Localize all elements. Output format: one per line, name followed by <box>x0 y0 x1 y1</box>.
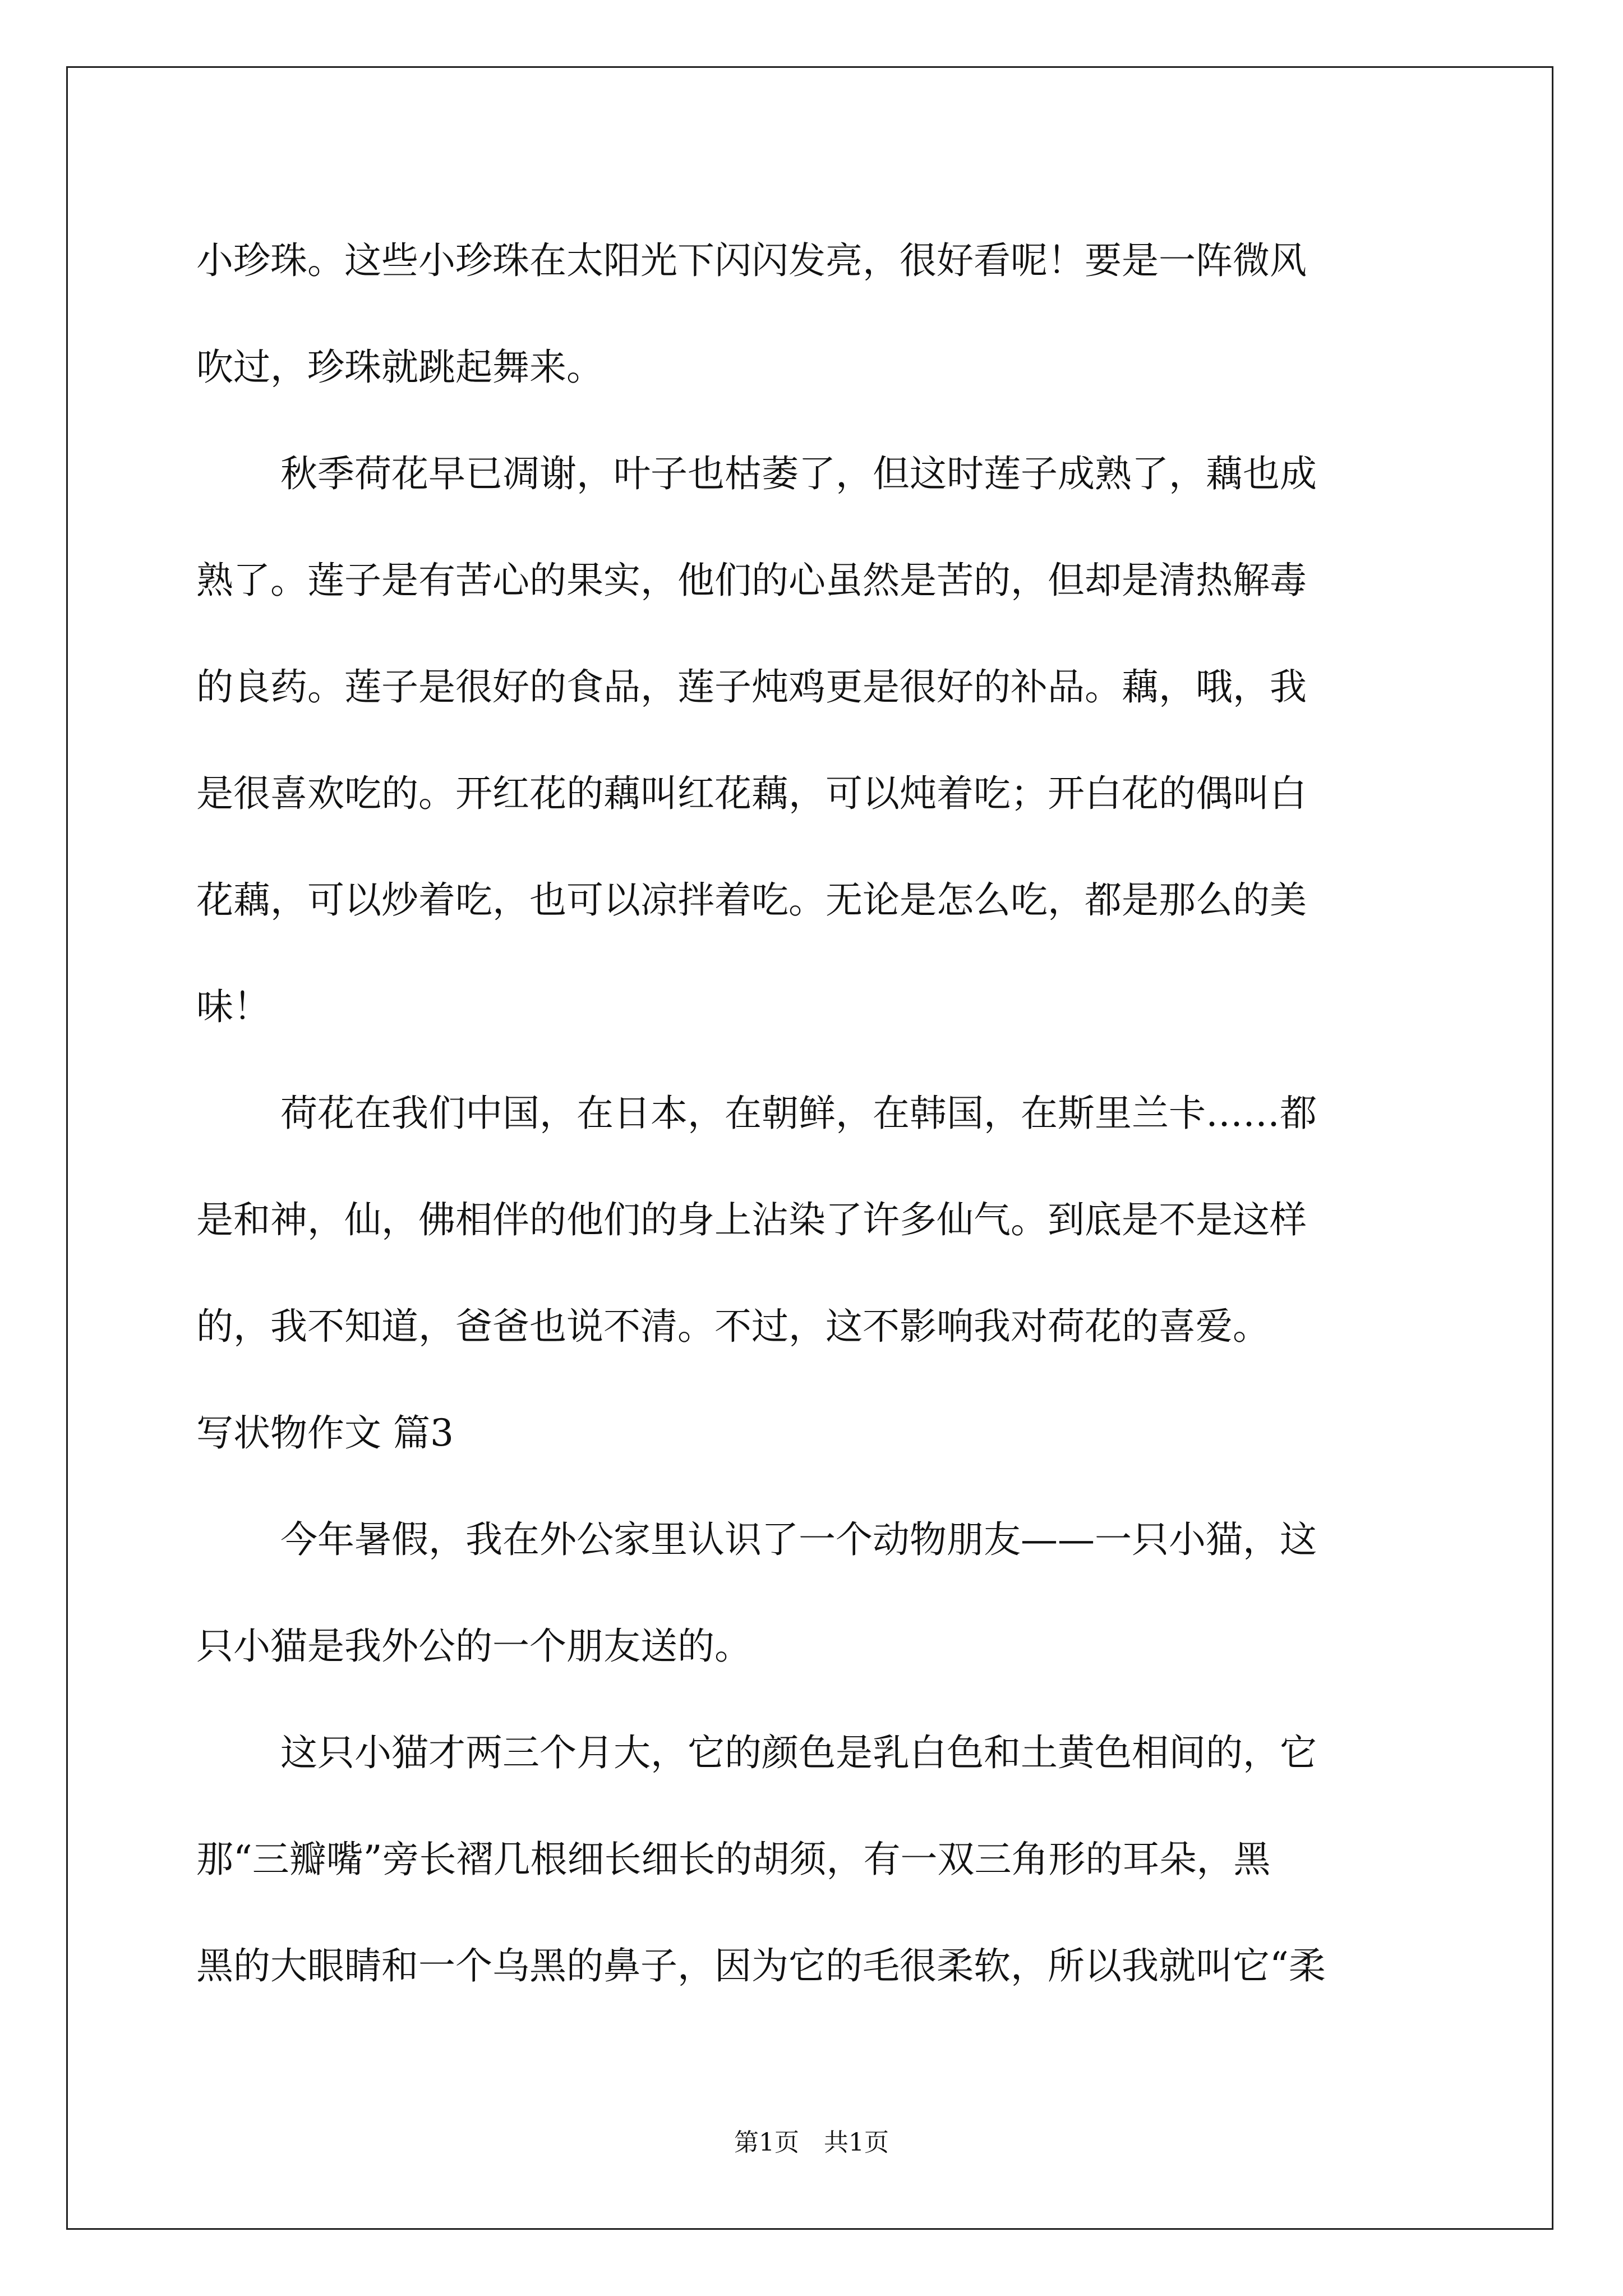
section-heading: 写状物作文 篇3 <box>196 1411 454 1455</box>
text-line-8: 味！ <box>196 985 270 1028</box>
document-body <box>196 208 1430 2019</box>
page-footer: 第1页 共1页 <box>734 2128 889 2157</box>
text-line-4: 熟了。莲子是有苦心的果实，他们的心虽然是苦的，但却是清热解毒 <box>196 559 1307 602</box>
text-line-9: 荷花在我们中国，在日本，在朝鲜，在韩国，在斯里兰卡……都 <box>280 1092 1317 1135</box>
text-line-2: 吹过，珍珠就跳起舞来。 <box>196 346 603 389</box>
text-line-3: 秋季荷花早已凋谢，叶子也枯萎了，但这时莲子成熟了，藕也成 <box>280 452 1317 495</box>
text-line-1: 小珍珠。这些小珍珠在太阳光下闪闪发亮，很好看呢！要是一阵微风 <box>196 239 1307 282</box>
text-line-7: 花藕，可以炒着吃，也可以凉拌着吃。无论是怎么吃，都是那么的美 <box>196 878 1307 922</box>
text-line-15: 这只小猫才两三个月大，它的颜色是乳白色和土黄色相间的，它 <box>280 1731 1317 1774</box>
text-line-11: 的，我不知道，爸爸也说不清。不过，这不影响我对荷花的喜爱。 <box>196 1305 1270 1348</box>
text-line-6: 是很喜欢吃的。开红花的藕叫红花藕，可以炖着吃；开白花的偶叫白 <box>196 772 1307 815</box>
text-line-16: 那“三瓣嘴”旁长褶几根细长细长的胡须，有一双三角形的耳朵，黑 <box>196 1838 1271 1881</box>
text-line-10: 是和神，仙，佛相伴的他们的身上沾染了许多仙气。到底是不是这样 <box>196 1198 1307 1241</box>
text-line-13: 今年暑假，我在外公家里认识了一个动物朋友——一只小猫，这 <box>280 1518 1317 1561</box>
text-line-14: 只小猫是我外公的一个朋友送的。 <box>196 1625 751 1668</box>
text-line-5: 的良药。莲子是很好的食品，莲子炖鸡更是很好的补品。藕，哦，我 <box>196 665 1307 708</box>
text-line-17: 黑的大眼睛和一个乌黑的鼻子，因为它的毛很柔软，所以我就叫它“柔 <box>196 1944 1326 1987</box>
